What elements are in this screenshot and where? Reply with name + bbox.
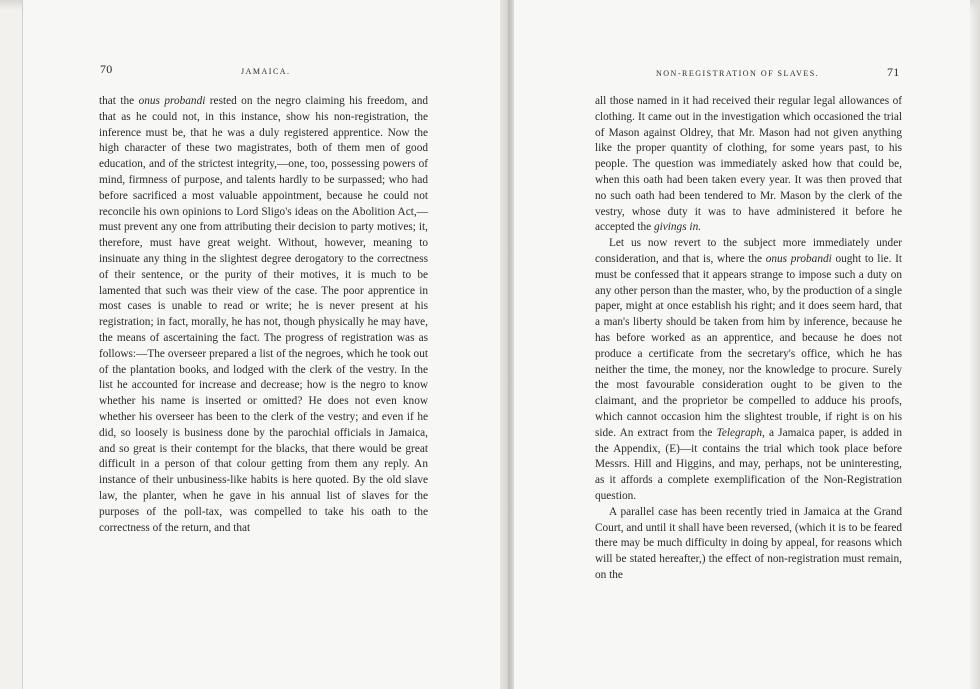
text-run: , a Jamaica paper, is added in the Appendix, (E)—it contains the trial which took place before Messrs. Hill and Higgins, and may, perhaps, not be uninteresting, as it affords a complete exemplification of the Non-Registration question.	[595, 426, 902, 502]
text-run: that the	[99, 95, 139, 107]
paragraph	[595, 236, 902, 505]
italic-text: onus probandi	[765, 252, 832, 265]
text-run: Let us now revert to the subject more immediately under consideration, and that is, where the	[595, 237, 902, 265]
italic-text: Telegraph	[716, 426, 762, 439]
paragraph	[595, 505, 902, 584]
right-page	[514, 0, 970, 689]
text-run: rested on the negro claiming his freedom, and that as he could not, in this instance, show his non-registration, the inference must be, that he was a duly registered apprentice. Now the high character of these two magistrates, both of them men of good education, and of the strictest integrity,—one, too, possessing powers of mind, firmness of purpose, and talents hardly to be surpassed; who had before sacrificed a most valuable appointment, because he could not reconcile his own opinions to Lord Sligo's ideas on the Abolition Act,—must prevent any one from attributing their decision to party motives; it, therefore, must have great weight. Without, however, meaning to insinuate any thing in the slightest degree derogatory to the correctness of their sentence, or the purity of their motives, it is much to be lamented that such was their view of the case. The poor apprentice in most cases is unable to read or write; he is never present at his registration; in fact, morally, he has not, though physically he may have, the means of ascertaining the fact. The progress of registration was as follows:—The overseer prepared a list of the negroes, which he took out of the plantation books, and lodged with the clerk of the vestry. In the list he accounted for increase and decrease; how is the negro to know whether his name is inserted or omitted? He does not even know whether his overseer has been to the clerk of the vestry; and even if he did, so loosely is business done by the parochial officials in Jamaica, and so great is their contempt for the blacks, that there would be great difficult in a person of that colour getting from them any reply. An instance of their unbusiness-like habits is here quoted. By the old slave law, the planter, when he gave in his annual list of slaves for the purposes of the poll-tax, was compelled to take his oath to the correctness of the return, and that	[99, 95, 429, 534]
left-page-body	[99, 94, 428, 536]
text-run: all those named in it had received their regular legal allowances of clothing. It came out in the investigation which occasioned the trial of Mason against Oldrey, that Mr. Mason had not given anything like the proper quantity of clothing, for some years past, to his people. The question was immediately asked how that could be, when this oath had been taken every year. It was then proved that no such oath had been tendered to Mr. Mason by the clerk of the vestry, whose duty it was to have administered it before he accepted the	[595, 95, 902, 234]
left-page	[22, 0, 505, 689]
paragraph	[99, 94, 428, 536]
text-run: ought to lie. It must be confessed that it appears strange to impose such a duty on any other person than the master, who, by the production of a single paper, might at once establish his right; and it does seem hard, that a man's liberty should be taken from him by inference, because he has before worked as an apprentice, and because he does not produce a certificate from the secretary's office, which he has neither the time, the money, nor the knowledge to procure. Surely the most favourable consideration ought to be given to the claimant, and the proprietor be compelled to adduce his proofs, which cannot occasion him the slightest trouble, if right is on his side. An extract from the	[595, 252, 902, 439]
right-running-head: NON-REGISTRATION OF SLAVES.	[656, 69, 820, 78]
italic-text: givings in.	[653, 221, 702, 234]
left-page-number: 70	[100, 62, 113, 76]
right-page-number: 71	[887, 65, 900, 79]
left-running-head: JAMAICA.	[241, 67, 291, 76]
paragraph	[595, 94, 902, 236]
page-right-edge	[970, 0, 980, 689]
right-page-body	[595, 94, 902, 584]
italic-text: onus probandi	[138, 95, 206, 107]
text-run: A parallel case has been recently tried in Jamaica at the Grand Court, and until it shall have been reversed, (which it is to be feared there may be much difficulty in doing by appeal, for reasons which will be stated hereafter,) the effect of non-registration must remain, on the	[595, 505, 902, 581]
